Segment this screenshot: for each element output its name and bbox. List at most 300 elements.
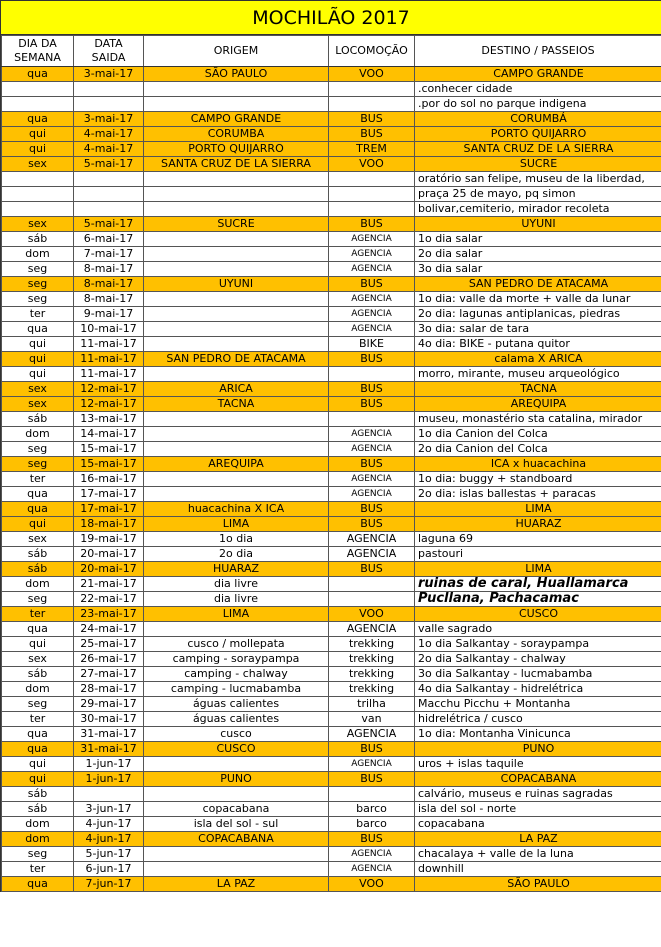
cell-origem[interactable] xyxy=(144,367,329,382)
cell-destino[interactable]: HUARAZ xyxy=(415,517,661,532)
cell-destino[interactable]: morro, mirante, museu arqueológico xyxy=(415,367,661,382)
table-row xyxy=(2,622,661,637)
cell-locomocao[interactable]: AGENCIA xyxy=(329,847,415,862)
cell-destino[interactable]: 1o dia: Montanha Vinicunca xyxy=(415,727,661,742)
cell-locomocao[interactable]: BUS xyxy=(329,562,415,577)
cell-destino[interactable]: CORUMBÁ xyxy=(415,112,661,127)
cell-data-saida[interactable] xyxy=(74,787,144,802)
cell-destino[interactable]: downhill xyxy=(415,862,661,877)
cell-dia-semana[interactable]: ter xyxy=(2,607,74,622)
cell-destino[interactable]: pastouri xyxy=(415,547,661,562)
cell-data-saida[interactable]: 5-jun-17 xyxy=(74,847,144,862)
cell-data-saida[interactable]: 3-mai-17 xyxy=(74,67,144,82)
cell-dia-semana[interactable] xyxy=(2,97,74,112)
cell-origem[interactable] xyxy=(144,412,329,427)
cell-dia-semana[interactable]: dom xyxy=(2,427,74,442)
cell-origem[interactable]: HUARAZ xyxy=(144,562,329,577)
cell-data-saida[interactable]: 14-mai-17 xyxy=(74,427,144,442)
cell-origem[interactable]: águas calientes xyxy=(144,712,329,727)
cell-dia-semana[interactable]: qui xyxy=(2,757,74,772)
cell-origem[interactable] xyxy=(144,862,329,877)
table-row xyxy=(2,247,661,262)
table-row xyxy=(2,202,661,217)
cell-origem[interactable] xyxy=(144,307,329,322)
cell-locomocao[interactable]: trekking xyxy=(329,667,415,682)
cell-locomocao[interactable] xyxy=(329,187,415,202)
table-row xyxy=(2,847,661,862)
cell-origem[interactable] xyxy=(144,322,329,337)
cell-data-saida[interactable]: 17-mai-17 xyxy=(74,502,144,517)
cell-data-saida[interactable]: 4-mai-17 xyxy=(74,127,144,142)
cell-data-saida[interactable]: 21-mai-17 xyxy=(74,577,144,592)
cell-locomocao[interactable]: trekking xyxy=(329,682,415,697)
cell-dia-semana[interactable]: sex xyxy=(2,652,74,667)
cell-dia-semana[interactable]: sex xyxy=(2,532,74,547)
cell-destino[interactable]: 1o dia Canion del Colca xyxy=(415,427,661,442)
cell-locomocao[interactable]: BUS xyxy=(329,502,415,517)
cell-dia-semana[interactable]: sáb xyxy=(2,232,74,247)
cell-origem[interactable] xyxy=(144,187,329,202)
cell-dia-semana[interactable]: seg xyxy=(2,457,74,472)
cell-data-saida[interactable]: 8-mai-17 xyxy=(74,262,144,277)
cell-dia-semana[interactable]: dom xyxy=(2,817,74,832)
cell-data-saida[interactable] xyxy=(74,202,144,217)
cell-destino[interactable]: ruinas de caral, Huallamarca xyxy=(415,577,661,592)
table-row xyxy=(2,427,661,442)
cell-data-saida[interactable]: 13-mai-17 xyxy=(74,412,144,427)
cell-destino[interactable]: hidrelétrica / cusco xyxy=(415,712,661,727)
cell-data-saida[interactable]: 1-jun-17 xyxy=(74,757,144,772)
cell-locomocao[interactable]: AGENCIA xyxy=(329,247,415,262)
cell-dia-semana[interactable]: qui xyxy=(2,517,74,532)
table-row xyxy=(2,262,661,277)
cell-dia-semana[interactable]: qua xyxy=(2,487,74,502)
cell-origem[interactable] xyxy=(144,202,329,217)
cell-data-saida[interactable]: 18-mai-17 xyxy=(74,517,144,532)
cell-origem[interactable]: águas calientes xyxy=(144,697,329,712)
cell-data-saida[interactable]: 24-mai-17 xyxy=(74,622,144,637)
cell-data-saida[interactable]: 7-jun-17 xyxy=(74,877,144,892)
cell-destino[interactable]: SANTA CRUZ DE LA SIERRA xyxy=(415,142,661,157)
cell-destino[interactable]: praça 25 de mayo, pq simon xyxy=(415,187,661,202)
cell-data-saida[interactable]: 30-mai-17 xyxy=(74,712,144,727)
cell-locomocao[interactable]: AGENCIA xyxy=(329,862,415,877)
cell-origem[interactable]: LIMA xyxy=(144,607,329,622)
cell-destino[interactable]: 3o dia Salkantay - lucmabamba xyxy=(415,667,661,682)
cell-destino[interactable]: oratório san felipe, museu de la liberdad, xyxy=(415,172,661,187)
cell-origem[interactable]: huacachina X ICA xyxy=(144,502,329,517)
cell-dia-semana[interactable]: sex xyxy=(2,382,74,397)
cell-locomocao[interactable] xyxy=(329,577,415,592)
cell-origem[interactable] xyxy=(144,247,329,262)
cell-destino[interactable]: 4o dia: BIKE - putana quitor xyxy=(415,337,661,352)
itinerary-table xyxy=(1,35,661,892)
cell-origem[interactable]: CAMPO GRANDE xyxy=(144,112,329,127)
cell-origem[interactable] xyxy=(144,787,329,802)
cell-data-saida[interactable]: 3-jun-17 xyxy=(74,802,144,817)
cell-origem[interactable]: ARICA xyxy=(144,382,329,397)
cell-dia-semana[interactable]: qui xyxy=(2,367,74,382)
cell-destino[interactable]: 3o dia: salar de tara xyxy=(415,322,661,337)
cell-dia-semana[interactable]: qua xyxy=(2,502,74,517)
cell-locomocao[interactable]: AGENCIA xyxy=(329,757,415,772)
cell-locomocao[interactable]: BUS xyxy=(329,772,415,787)
cell-data-saida[interactable]: 15-mai-17 xyxy=(74,457,144,472)
cell-dia-semana[interactable]: sáb xyxy=(2,667,74,682)
cell-data-saida[interactable]: 1-jun-17 xyxy=(74,772,144,787)
cell-dia-semana[interactable] xyxy=(2,82,74,97)
cell-destino[interactable]: calama X ARICA xyxy=(415,352,661,367)
cell-dia-semana[interactable]: seg xyxy=(2,292,74,307)
cell-data-saida[interactable]: 31-mai-17 xyxy=(74,727,144,742)
cell-data-saida[interactable]: 29-mai-17 xyxy=(74,697,144,712)
cell-locomocao[interactable]: AGENCIA xyxy=(329,232,415,247)
table-row xyxy=(2,172,661,187)
table-row xyxy=(2,577,661,592)
table-row xyxy=(2,322,661,337)
table-row xyxy=(2,292,661,307)
cell-dia-semana[interactable]: ter xyxy=(2,307,74,322)
cell-dia-semana[interactable]: ter xyxy=(2,472,74,487)
table-row xyxy=(2,682,661,697)
cell-data-saida[interactable]: 11-mai-17 xyxy=(74,352,144,367)
cell-destino[interactable]: 2o dia Canion del Colca xyxy=(415,442,661,457)
cell-destino[interactable]: 2o dia Salkantay - chalway xyxy=(415,652,661,667)
cell-destino[interactable]: calvário, museus e ruinas sagradas xyxy=(415,787,661,802)
cell-destino[interactable]: LIMA xyxy=(415,562,661,577)
cell-destino[interactable]: Macchu Picchu + Montanha xyxy=(415,697,661,712)
cell-data-saida[interactable]: 9-mai-17 xyxy=(74,307,144,322)
cell-locomocao[interactable]: BIKE xyxy=(329,337,415,352)
cell-locomocao[interactable] xyxy=(329,592,415,607)
cell-origem[interactable]: dia livre xyxy=(144,577,329,592)
cell-destino[interactable]: SUCRE xyxy=(415,157,661,172)
cell-locomocao[interactable]: trekking xyxy=(329,652,415,667)
cell-origem[interactable]: SAN PEDRO DE ATACAMA xyxy=(144,352,329,367)
cell-origem[interactable]: LIMA xyxy=(144,517,329,532)
cell-data-saida[interactable]: 10-mai-17 xyxy=(74,322,144,337)
cell-destino[interactable]: bolivar,cemiterio, mirador recoleta xyxy=(415,202,661,217)
cell-locomocao[interactable] xyxy=(329,82,415,97)
cell-origem[interactable]: PUNO xyxy=(144,772,329,787)
cell-data-saida[interactable] xyxy=(74,172,144,187)
cell-dia-semana[interactable]: qui xyxy=(2,772,74,787)
cell-origem[interactable]: LA PAZ xyxy=(144,877,329,892)
cell-origem[interactable] xyxy=(144,172,329,187)
cell-locomocao[interactable]: barco xyxy=(329,802,415,817)
cell-dia-semana[interactable]: sex xyxy=(2,397,74,412)
cell-locomocao[interactable]: BUS xyxy=(329,217,415,232)
cell-destino[interactable]: PUNO xyxy=(415,742,661,757)
cell-destino[interactable]: 4o dia Salkantay - hidrelétrica xyxy=(415,682,661,697)
cell-origem[interactable]: dia livre xyxy=(144,592,329,607)
cell-origem[interactable]: cusco xyxy=(144,727,329,742)
cell-origem[interactable]: isla del sol - sul xyxy=(144,817,329,832)
cell-data-saida[interactable]: 19-mai-17 xyxy=(74,532,144,547)
cell-dia-semana[interactable]: sex xyxy=(2,217,74,232)
cell-data-saida[interactable]: 6-jun-17 xyxy=(74,862,144,877)
cell-dia-semana[interactable]: qui xyxy=(2,142,74,157)
table-row xyxy=(2,742,661,757)
cell-dia-semana[interactable] xyxy=(2,187,74,202)
cell-origem[interactable] xyxy=(144,757,329,772)
cell-origem[interactable] xyxy=(144,337,329,352)
cell-data-saida[interactable]: 5-mai-17 xyxy=(74,217,144,232)
cell-locomocao[interactable]: AGENCIA xyxy=(329,547,415,562)
cell-data-saida[interactable]: 16-mai-17 xyxy=(74,472,144,487)
cell-dia-semana[interactable]: sáb xyxy=(2,412,74,427)
cell-origem[interactable] xyxy=(144,262,329,277)
cell-destino[interactable]: PORTO QUIJARRO xyxy=(415,127,661,142)
cell-locomocao[interactable]: BUS xyxy=(329,832,415,847)
cell-origem[interactable] xyxy=(144,622,329,637)
cell-locomocao[interactable]: trekking xyxy=(329,637,415,652)
cell-dia-semana[interactable]: qua xyxy=(2,622,74,637)
cell-dia-semana[interactable]: qua xyxy=(2,112,74,127)
cell-dia-semana[interactable]: sáb xyxy=(2,562,74,577)
cell-dia-semana[interactable]: dom xyxy=(2,247,74,262)
cell-locomocao[interactable] xyxy=(329,202,415,217)
cell-locomocao[interactable]: AGENCIA xyxy=(329,292,415,307)
cell-locomocao[interactable]: VOO xyxy=(329,157,415,172)
cell-origem[interactable] xyxy=(144,442,329,457)
cell-data-saida[interactable] xyxy=(74,82,144,97)
cell-data-saida[interactable]: 27-mai-17 xyxy=(74,667,144,682)
cell-destino[interactable]: Pucllana, Pachacamac xyxy=(415,592,661,607)
cell-data-saida[interactable]: 15-mai-17 xyxy=(74,442,144,457)
cell-data-saida[interactable]: 17-mai-17 xyxy=(74,487,144,502)
cell-data-saida[interactable]: 31-mai-17 xyxy=(74,742,144,757)
cell-data-saida[interactable]: 25-mai-17 xyxy=(74,637,144,652)
cell-dia-semana[interactable]: seg xyxy=(2,262,74,277)
cell-destino[interactable]: .conhecer cidade xyxy=(415,82,661,97)
cell-origem[interactable] xyxy=(144,472,329,487)
cell-dia-semana[interactable]: qui xyxy=(2,337,74,352)
cell-destino[interactable]: valle sagrado xyxy=(415,622,661,637)
cell-destino[interactable]: 2o dia salar xyxy=(415,247,661,262)
cell-origem[interactable]: camping - soraypampa xyxy=(144,652,329,667)
cell-data-saida[interactable]: 6-mai-17 xyxy=(74,232,144,247)
cell-locomocao[interactable]: BUS xyxy=(329,382,415,397)
cell-locomocao[interactable] xyxy=(329,367,415,382)
cell-origem[interactable]: camping - chalway xyxy=(144,667,329,682)
cell-locomocao[interactable]: AGENCIA xyxy=(329,487,415,502)
cell-dia-semana[interactable]: dom xyxy=(2,577,74,592)
cell-locomocao[interactable]: BUS xyxy=(329,277,415,292)
cell-locomocao[interactable]: AGENCIA xyxy=(329,532,415,547)
cell-locomocao[interactable]: BUS xyxy=(329,352,415,367)
cell-destino[interactable]: COPACABANA xyxy=(415,772,661,787)
cell-dia-semana[interactable]: qua xyxy=(2,742,74,757)
table-row xyxy=(2,757,661,772)
cell-destino[interactable]: 1o dia: valle da morte + valle da lunar xyxy=(415,292,661,307)
cell-data-saida[interactable]: 20-mai-17 xyxy=(74,562,144,577)
cell-locomocao[interactable]: TREM xyxy=(329,142,415,157)
cell-locomocao[interactable]: AGENCIA xyxy=(329,427,415,442)
table-row xyxy=(2,607,661,622)
cell-origem[interactable] xyxy=(144,427,329,442)
cell-locomocao[interactable]: BUS xyxy=(329,127,415,142)
cell-dia-semana[interactable]: sáb xyxy=(2,547,74,562)
cell-data-saida[interactable]: 12-mai-17 xyxy=(74,382,144,397)
cell-origem[interactable]: PORTO QUIJARRO xyxy=(144,142,329,157)
cell-destino[interactable]: LA PAZ xyxy=(415,832,661,847)
cell-origem[interactable]: COPACABANA xyxy=(144,832,329,847)
cell-destino[interactable]: ICA x huacachina xyxy=(415,457,661,472)
cell-origem[interactable]: SÃO PAULO xyxy=(144,67,329,82)
cell-data-saida[interactable]: 20-mai-17 xyxy=(74,547,144,562)
cell-origem[interactable] xyxy=(144,487,329,502)
cell-locomocao[interactable]: AGENCIA xyxy=(329,472,415,487)
table-row xyxy=(2,667,661,682)
cell-dia-semana[interactable]: seg xyxy=(2,592,74,607)
cell-origem[interactable]: 2o dia xyxy=(144,547,329,562)
cell-locomocao[interactable]: VOO xyxy=(329,607,415,622)
cell-locomocao[interactable]: AGENCIA xyxy=(329,262,415,277)
cell-origem[interactable] xyxy=(144,97,329,112)
cell-destino[interactable]: 1o dia: buggy + standboard xyxy=(415,472,661,487)
cell-data-saida[interactable]: 3-mai-17 xyxy=(74,112,144,127)
cell-destino[interactable]: isla del sol - norte xyxy=(415,802,661,817)
cell-locomocao[interactable]: AGENCIA xyxy=(329,727,415,742)
cell-destino[interactable]: UYUNI xyxy=(415,217,661,232)
cell-dia-semana[interactable]: qui xyxy=(2,637,74,652)
cell-destino[interactable]: 2o dia: lagunas antiplanicas, piedras xyxy=(415,307,661,322)
cell-destino[interactable]: SAN PEDRO DE ATACAMA xyxy=(415,277,661,292)
table-row xyxy=(2,712,661,727)
cell-origem[interactable]: AREQUIPA xyxy=(144,457,329,472)
cell-dia-semana[interactable]: dom xyxy=(2,682,74,697)
cell-origem[interactable]: CUSCO xyxy=(144,742,329,757)
cell-locomocao[interactable] xyxy=(329,172,415,187)
cell-locomocao[interactable]: BUS xyxy=(329,517,415,532)
cell-destino[interactable]: laguna 69 xyxy=(415,532,661,547)
cell-dia-semana[interactable]: ter xyxy=(2,862,74,877)
cell-destino[interactable]: AREQUIPA xyxy=(415,397,661,412)
cell-destino[interactable]: .por do sol no parque indigena xyxy=(415,97,661,112)
cell-locomocao[interactable]: BUS xyxy=(329,742,415,757)
cell-origem[interactable]: cusco / mollepata xyxy=(144,637,329,652)
header-data-saida: DATA SAIDA xyxy=(74,36,144,67)
cell-locomocao[interactable]: VOO xyxy=(329,67,415,82)
cell-dia-semana[interactable]: seg xyxy=(2,277,74,292)
cell-locomocao[interactable]: barco xyxy=(329,817,415,832)
cell-data-saida[interactable]: 7-mai-17 xyxy=(74,247,144,262)
cell-origem[interactable] xyxy=(144,232,329,247)
sheet-title: MOCHILÃO 2017 xyxy=(1,0,661,35)
cell-destino[interactable]: CAMPO GRANDE xyxy=(415,67,661,82)
cell-origem[interactable] xyxy=(144,292,329,307)
cell-destino[interactable]: chacalaya + valle de la luna xyxy=(415,847,661,862)
cell-dia-semana[interactable] xyxy=(2,172,74,187)
cell-dia-semana[interactable]: qua xyxy=(2,322,74,337)
cell-locomocao[interactable] xyxy=(329,412,415,427)
cell-locomocao[interactable]: van xyxy=(329,712,415,727)
cell-locomocao[interactable] xyxy=(329,97,415,112)
cell-dia-semana[interactable]: seg xyxy=(2,847,74,862)
cell-data-saida[interactable]: 28-mai-17 xyxy=(74,682,144,697)
cell-data-saida[interactable]: 5-mai-17 xyxy=(74,157,144,172)
cell-destino[interactable]: 1o dia salar xyxy=(415,232,661,247)
cell-dia-semana[interactable]: seg xyxy=(2,697,74,712)
cell-destino[interactable]: LIMA xyxy=(415,502,661,517)
cell-dia-semana[interactable]: qui xyxy=(2,352,74,367)
cell-dia-semana[interactable]: dom xyxy=(2,832,74,847)
cell-destino[interactable]: 3o dia salar xyxy=(415,262,661,277)
cell-destino[interactable]: copacabana xyxy=(415,817,661,832)
cell-locomocao[interactable]: BUS xyxy=(329,112,415,127)
cell-data-saida[interactable]: 11-mai-17 xyxy=(74,337,144,352)
cell-origem[interactable] xyxy=(144,847,329,862)
cell-locomocao[interactable]: AGENCIA xyxy=(329,307,415,322)
cell-locomocao[interactable]: trilha xyxy=(329,697,415,712)
cell-dia-semana[interactable] xyxy=(2,202,74,217)
header-row xyxy=(2,36,661,67)
cell-locomocao[interactable]: AGENCIA xyxy=(329,322,415,337)
cell-data-saida[interactable]: 8-mai-17 xyxy=(74,292,144,307)
cell-locomocao[interactable]: AGENCIA xyxy=(329,622,415,637)
cell-dia-semana[interactable]: ter xyxy=(2,712,74,727)
cell-destino[interactable]: SÃO PAULO xyxy=(415,877,661,892)
cell-dia-semana[interactable]: qui xyxy=(2,127,74,142)
cell-data-saida[interactable]: 23-mai-17 xyxy=(74,607,144,622)
cell-data-saida[interactable]: 26-mai-17 xyxy=(74,652,144,667)
cell-dia-semana[interactable]: sáb xyxy=(2,787,74,802)
cell-origem[interactable] xyxy=(144,82,329,97)
table-row xyxy=(2,397,661,412)
cell-data-saida[interactable]: 12-mai-17 xyxy=(74,397,144,412)
cell-data-saida[interactable]: 11-mai-17 xyxy=(74,367,144,382)
cell-data-saida[interactable] xyxy=(74,187,144,202)
cell-dia-semana[interactable]: seg xyxy=(2,442,74,457)
cell-origem[interactable]: SUCRE xyxy=(144,217,329,232)
cell-dia-semana[interactable]: qua xyxy=(2,727,74,742)
cell-dia-semana[interactable]: sex xyxy=(2,157,74,172)
cell-data-saida[interactable]: 4-mai-17 xyxy=(74,142,144,157)
cell-data-saida[interactable]: 22-mai-17 xyxy=(74,592,144,607)
cell-origem[interactable]: CORUMBA xyxy=(144,127,329,142)
cell-data-saida[interactable]: 4-jun-17 xyxy=(74,817,144,832)
table-body xyxy=(2,67,661,892)
cell-locomocao[interactable] xyxy=(329,787,415,802)
cell-destino[interactable]: 1o dia Salkantay - soraypampa xyxy=(415,637,661,652)
cell-data-saida[interactable]: 8-mai-17 xyxy=(74,277,144,292)
cell-dia-semana[interactable]: qua xyxy=(2,67,74,82)
cell-origem[interactable]: TACNA xyxy=(144,397,329,412)
cell-origem[interactable]: copacabana xyxy=(144,802,329,817)
table-row xyxy=(2,877,661,892)
cell-locomocao[interactable]: BUS xyxy=(329,457,415,472)
cell-locomocao[interactable]: VOO xyxy=(329,877,415,892)
cell-origem[interactable]: camping - lucmabamba xyxy=(144,682,329,697)
cell-origem[interactable]: 1o dia xyxy=(144,532,329,547)
cell-dia-semana[interactable]: qua xyxy=(2,877,74,892)
cell-destino[interactable]: uros + islas taquile xyxy=(415,757,661,772)
table-row xyxy=(2,367,661,382)
cell-locomocao[interactable]: BUS xyxy=(329,397,415,412)
cell-destino[interactable]: TACNA xyxy=(415,382,661,397)
cell-locomocao[interactable]: AGENCIA xyxy=(329,442,415,457)
cell-origem[interactable]: UYUNI xyxy=(144,277,329,292)
cell-origem[interactable]: SANTA CRUZ DE LA SIERRA xyxy=(144,157,329,172)
cell-destino[interactable]: CUSCO xyxy=(415,607,661,622)
cell-data-saida[interactable] xyxy=(74,97,144,112)
cell-dia-semana[interactable]: sáb xyxy=(2,802,74,817)
cell-data-saida[interactable]: 4-jun-17 xyxy=(74,832,144,847)
cell-destino[interactable]: museu, monastério sta catalina, mirador xyxy=(415,412,661,427)
table-row xyxy=(2,307,661,322)
cell-destino[interactable]: 2o dia: islas ballestas + paracas xyxy=(415,487,661,502)
